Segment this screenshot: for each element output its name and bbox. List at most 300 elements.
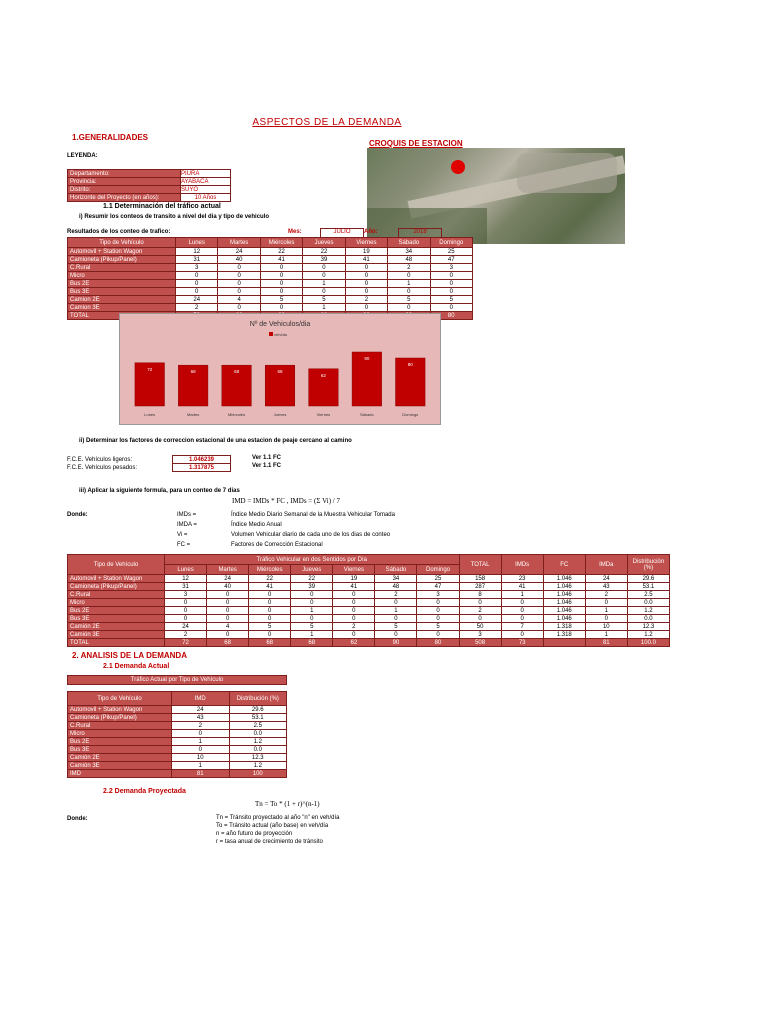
- count-cell: 24: [176, 296, 218, 304]
- value-cell: 1: [291, 607, 333, 615]
- count-cell: 3: [176, 264, 218, 272]
- value-cell: 1: [172, 738, 230, 746]
- table-row: [68, 256, 473, 264]
- t2-day-header: Viernes: [333, 565, 375, 575]
- count-cell: 0: [303, 272, 345, 280]
- value-cell: 1: [585, 607, 627, 615]
- vehicle-type-cell: Micro: [68, 599, 165, 607]
- value-cell: 0: [291, 615, 333, 623]
- value-cell: 0: [249, 599, 291, 607]
- total-cell: 81: [172, 770, 230, 778]
- count-cell: 0: [176, 272, 218, 280]
- count-cell: 2: [176, 304, 218, 312]
- value-cell: 43: [172, 714, 230, 722]
- value-cell: 0: [249, 607, 291, 615]
- table-row: [68, 248, 473, 256]
- value-cell: 0: [165, 599, 207, 607]
- table-row: [68, 706, 287, 714]
- count-cell: 0: [345, 264, 387, 272]
- vehicle-type-cell: Camión 2E: [68, 623, 165, 631]
- chart-svg: [120, 314, 440, 424]
- vehicle-type-cell: Camión 2E: [68, 754, 172, 762]
- ano-value: 2018: [398, 228, 442, 238]
- resultados-label: Resultados de los conteo de trafico:: [67, 229, 171, 235]
- table-row: [68, 730, 287, 738]
- info-row: Distrito: SUYO: [68, 186, 231, 194]
- category-tick-label: Jueves: [273, 412, 287, 417]
- table-row: [68, 738, 287, 746]
- count-cell: 0: [176, 280, 218, 288]
- count-cell: 22: [303, 248, 345, 256]
- definition-row: r = tasa anual de crecimiento de tránsito: [216, 839, 323, 845]
- table-row: [68, 722, 287, 730]
- table-row: [68, 623, 670, 631]
- value-cell: 1.2: [229, 762, 287, 770]
- count-cell: 0: [260, 264, 302, 272]
- count-cell: 0: [430, 304, 472, 312]
- value-cell: 0: [501, 607, 543, 615]
- count-cell: 12: [176, 248, 218, 256]
- vehicle-type-cell: Camion 2E: [68, 296, 176, 304]
- value-cell: 0: [501, 615, 543, 623]
- total-cell: 72: [165, 639, 207, 647]
- value-cell: 5: [291, 623, 333, 631]
- value-cell: 0: [501, 599, 543, 607]
- total-cell: TOTAL: [68, 639, 165, 647]
- vehicle-type-cell: Camioneta (Pikup/Panel): [68, 714, 172, 722]
- count-cell: 0: [260, 272, 302, 280]
- vehicle-type-cell: Bus 3E: [68, 746, 172, 754]
- t1-header-cell: Domingo: [430, 238, 472, 248]
- value-cell: 1.2: [627, 607, 669, 615]
- value-cell: 2: [375, 591, 417, 599]
- croquis-title: CROQUIS DE ESTACION: [369, 139, 463, 148]
- value-cell: 0: [501, 631, 543, 639]
- count-cell: 39: [303, 256, 345, 264]
- step-iii-text: iii) Aplicar la siguiente formula, para un conteo de 7 dias: [79, 488, 240, 494]
- value-cell: 0: [375, 615, 417, 623]
- value-cell: 287: [459, 583, 501, 591]
- value-cell: 29.6: [627, 575, 669, 583]
- count-cell: 31: [176, 256, 218, 264]
- value-cell: 0: [291, 599, 333, 607]
- table-row: [68, 746, 287, 754]
- value-cell: 1.046: [543, 583, 585, 591]
- legend-label: veh/dia: [274, 332, 287, 337]
- count-cell: 1: [303, 304, 345, 312]
- formula-imd: IMD = IMDs * FC , IMDs = (Σ Vi) / 7: [232, 497, 340, 505]
- count-cell: 19: [345, 248, 387, 256]
- vehicle-type-cell: Bus 2E: [68, 738, 172, 746]
- count-cell: 48: [388, 256, 430, 264]
- definition-row: IMDA = Índice Medio Anual: [177, 522, 282, 528]
- count-cell: 1: [303, 280, 345, 288]
- value-cell: 53.1: [627, 583, 669, 591]
- table-row: [68, 591, 670, 599]
- section-demanda-proyectada-title: 2.2 Demanda Proyectada: [103, 788, 186, 795]
- value-cell: 50: [459, 623, 501, 631]
- count-cell: 1: [388, 280, 430, 288]
- table-row: [68, 583, 670, 591]
- value-cell: 2: [459, 607, 501, 615]
- value-cell: 10: [585, 623, 627, 631]
- count-cell: 5: [303, 296, 345, 304]
- total-cell: 80: [430, 312, 472, 320]
- count-cell: 0: [260, 304, 302, 312]
- t3-header-cell: IMD: [172, 692, 230, 706]
- count-cell: 0: [218, 304, 260, 312]
- total-cell: 81: [585, 639, 627, 647]
- value-cell: 0: [459, 599, 501, 607]
- count-cell: 0: [345, 280, 387, 288]
- count-cell: 0: [260, 280, 302, 288]
- value-cell: 0: [249, 591, 291, 599]
- vehicle-type-cell: Bus 2E: [68, 280, 176, 288]
- value-cell: 0: [333, 599, 375, 607]
- total-cell: TOTAL: [68, 312, 176, 320]
- value-cell: 0: [585, 615, 627, 623]
- table-row: [68, 264, 473, 272]
- value-cell: 43: [585, 583, 627, 591]
- value-cell: 0: [333, 591, 375, 599]
- page-title: ASPECTOS DE LA DEMANDA: [252, 117, 402, 128]
- value-cell: 0: [207, 607, 249, 615]
- category-tick-label: Sábado: [359, 412, 374, 417]
- vehicle-type-cell: C.Rural: [68, 591, 165, 599]
- value-cell: 1.046: [543, 591, 585, 599]
- vehicle-type-cell: C.Rural: [68, 264, 176, 272]
- count-cell: 24: [218, 248, 260, 256]
- definition-row: n = año futuro de proyección: [216, 831, 293, 837]
- value-cell: 1.2: [229, 738, 287, 746]
- value-cell: 1.046: [543, 599, 585, 607]
- count-cell: 34: [388, 248, 430, 256]
- vehicle-type-cell: Automovil + Station Wagon: [68, 706, 172, 714]
- value-cell: 0: [207, 599, 249, 607]
- value-cell: 0: [585, 599, 627, 607]
- table-row: [68, 714, 287, 722]
- vehicle-type-cell: Camioneta (Pikup/Panel): [68, 583, 165, 591]
- section-demanda-actual-title: 2.1 Demanda Actual: [103, 663, 170, 670]
- total-cell: [543, 639, 585, 647]
- value-cell: 48: [375, 583, 417, 591]
- vehicle-type-cell: Bus 2E: [68, 607, 165, 615]
- fce-pesados-note: Ver 1.1 FC: [252, 463, 282, 469]
- ano-label: Año:: [364, 229, 378, 235]
- value-cell: 0: [249, 615, 291, 623]
- bar-value-label: 62: [320, 372, 326, 378]
- value-cell: 2: [333, 623, 375, 631]
- formula-definitions: [177, 510, 395, 550]
- t2-day-header: Martes: [207, 565, 249, 575]
- table-row: [68, 615, 670, 623]
- t2-day-header: Lunes: [165, 565, 207, 575]
- total-row: [68, 770, 287, 778]
- fce-table: [67, 455, 231, 472]
- value-cell: 1.2: [627, 631, 669, 639]
- vehicle-type-cell: Camion 3E: [68, 304, 176, 312]
- value-cell: 0: [172, 730, 230, 738]
- vehicle-type-cell: Automovil + Station Wagon: [68, 575, 165, 583]
- bar-value-label: 90: [364, 356, 370, 361]
- mes-label: Mes:: [288, 229, 302, 235]
- value-cell: 40: [207, 583, 249, 591]
- count-cell: 22: [260, 248, 302, 256]
- bar-value-label: 72: [147, 366, 153, 372]
- value-cell: 12.3: [627, 623, 669, 631]
- t3-header-cell: Tipo de Vehículo: [68, 692, 172, 706]
- t1-header-cell: Sábado: [388, 238, 430, 248]
- t1-header-cell: Viernes: [345, 238, 387, 248]
- t2-header-distribucion: Distribución (%): [627, 555, 669, 575]
- value-cell: 47: [417, 583, 459, 591]
- count-cell: 25: [430, 248, 472, 256]
- table-row: [68, 631, 670, 639]
- t1-header-cell: Jueves: [303, 238, 345, 248]
- count-cell: 47: [430, 256, 472, 264]
- t1-header-cell: Tipo de Vehículo: [68, 238, 176, 248]
- count-cell: 4: [218, 296, 260, 304]
- value-cell: 23: [501, 575, 543, 583]
- step-ii-text: ii) Determinar los factores de correccion estacional de una estacion de peaje cercano al camino: [79, 438, 352, 444]
- value-cell: 0: [375, 599, 417, 607]
- value-cell: 1: [375, 607, 417, 615]
- total-cell: 62: [333, 639, 375, 647]
- value-cell: 1.046: [543, 575, 585, 583]
- definition-row: Tn = Tránsito proyectado al año "n" en veh/día: [216, 815, 340, 821]
- value-cell: 12.3: [229, 754, 287, 762]
- value-cell: 0: [375, 631, 417, 639]
- t2-day-header: Miércoles: [249, 565, 291, 575]
- value-cell: 2: [172, 722, 230, 730]
- bar-value-label: 80: [407, 362, 413, 367]
- value-cell: 2.5: [627, 591, 669, 599]
- value-cell: 19: [333, 575, 375, 583]
- count-cell: 0: [388, 288, 430, 296]
- bar-value-label: 68: [234, 369, 240, 375]
- value-cell: 0: [333, 631, 375, 639]
- value-cell: 0.0: [627, 615, 669, 623]
- value-cell: 0: [207, 591, 249, 599]
- t1-header-cell: Miércoles: [260, 238, 302, 248]
- total-cell: 68: [207, 639, 249, 647]
- vehicle-type-cell: Automovil + Station Wagon: [68, 248, 176, 256]
- definition-row: IMDs = Índice Medio Diario Semanal de la Muestra Vehicular Tomada: [177, 512, 395, 518]
- total-cell: 90: [375, 639, 417, 647]
- t1-header-cell: Martes: [218, 238, 260, 248]
- value-cell: 0: [417, 599, 459, 607]
- conteo-table: [67, 237, 473, 320]
- count-cell: 5: [388, 296, 430, 304]
- value-cell: 25: [417, 575, 459, 583]
- value-cell: 0: [249, 631, 291, 639]
- vehicle-type-cell: C.Rural: [68, 722, 172, 730]
- value-cell: 24: [172, 706, 230, 714]
- value-cell: 3: [459, 631, 501, 639]
- value-cell: 1: [585, 631, 627, 639]
- value-cell: 5: [375, 623, 417, 631]
- demanda-actual-table: [67, 675, 287, 778]
- value-cell: 1: [501, 591, 543, 599]
- t1-header-cell: Lunes: [176, 238, 218, 248]
- value-cell: 0: [417, 631, 459, 639]
- count-cell: 0: [388, 272, 430, 280]
- value-cell: 158: [459, 575, 501, 583]
- table-row: [68, 754, 287, 762]
- total-cell: 73: [501, 639, 543, 647]
- category-tick-label: Miércoles: [228, 412, 246, 417]
- t2-day-header: Jueves: [291, 565, 333, 575]
- donde-label: Donde:: [67, 512, 88, 518]
- projection-definitions: [216, 814, 340, 846]
- section-generalidades-title: 1.GENERALIDADES: [72, 133, 149, 142]
- t2-header-tipo: Tipo de Vehículo: [68, 555, 165, 575]
- table-row: [68, 599, 670, 607]
- value-cell: 41: [501, 583, 543, 591]
- value-cell: 3: [417, 591, 459, 599]
- fce-ligeros-note: Ver 1.1 FC: [252, 455, 282, 461]
- count-cell: 5: [430, 296, 472, 304]
- count-cell: 2: [345, 296, 387, 304]
- count-cell: 0: [430, 272, 472, 280]
- vehicle-type-cell: Micro: [68, 272, 176, 280]
- step-i-text: i) Resumir los conteos de transito a nivel del dia y tipo de vehiculo: [79, 214, 270, 220]
- t2-header-fc: FC: [543, 555, 585, 575]
- value-cell: 0.0: [229, 730, 287, 738]
- count-cell: 0: [218, 272, 260, 280]
- vehicle-type-cell: Bus 3E: [68, 288, 176, 296]
- value-cell: 0: [333, 607, 375, 615]
- table-row: [68, 272, 473, 280]
- value-cell: 24: [207, 575, 249, 583]
- value-cell: 34: [375, 575, 417, 583]
- value-cell: 8: [459, 591, 501, 599]
- t2-group-header: Tráfico Vehicular en dos Sentidos por Día: [165, 555, 460, 565]
- info-row: Departamento: PIURA: [68, 170, 231, 178]
- vehicle-type-cell: Bus 3E: [68, 615, 165, 623]
- value-cell: 0.0: [627, 599, 669, 607]
- count-cell: 2: [388, 264, 430, 272]
- value-cell: 5: [249, 623, 291, 631]
- t3-caption: Tráfico Actual por Tipo de Vehículo: [67, 675, 287, 685]
- value-cell: 12: [165, 575, 207, 583]
- count-cell: 0: [218, 264, 260, 272]
- category-tick-label: Viernes: [316, 412, 331, 417]
- table-row: [68, 280, 473, 288]
- value-cell: 41: [249, 583, 291, 591]
- value-cell: 24: [585, 575, 627, 583]
- value-cell: 10: [172, 754, 230, 762]
- count-cell: 0: [303, 288, 345, 296]
- fce-row: F.C.E. Vehículos pesados: 1.317875: [67, 464, 231, 472]
- value-cell: 3: [165, 591, 207, 599]
- count-cell: 0: [176, 288, 218, 296]
- count-cell: 0: [218, 280, 260, 288]
- value-cell: 31: [165, 583, 207, 591]
- value-cell: 1: [291, 631, 333, 639]
- count-cell: 0: [218, 288, 260, 296]
- count-cell: 0: [260, 288, 302, 296]
- value-cell: 1.318: [543, 631, 585, 639]
- table-row: [68, 296, 473, 304]
- station-marker-icon: [451, 160, 465, 174]
- legend-swatch: [269, 332, 273, 336]
- formula-proyeccion: Tn = To * (1 + r)^(n-1): [255, 800, 320, 808]
- value-cell: 0: [165, 615, 207, 623]
- value-cell: 2.5: [229, 722, 287, 730]
- vehicle-type-cell: Camión 3E: [68, 762, 172, 770]
- count-cell: 40: [218, 256, 260, 264]
- value-cell: 0: [207, 615, 249, 623]
- category-tick-label: Domingo: [402, 412, 419, 417]
- definition-row: Vi = Volumen Vehicular diario de cada uno de los dias de conteo: [177, 532, 391, 538]
- table-row: [68, 607, 670, 615]
- total-cell: 68: [291, 639, 333, 647]
- table-row: [68, 762, 287, 770]
- definition-row: FC = Factores de Corrección Estacional: [177, 542, 323, 548]
- info-row: Horizonte del Proyecto (en años): 10 Años: [68, 194, 231, 202]
- definition-row: To = Tránsito actual (año base) en veh/día: [216, 823, 329, 829]
- count-cell: 0: [430, 280, 472, 288]
- table-row: [68, 575, 670, 583]
- donde2-label: Donde:: [67, 816, 88, 822]
- section-analisis-title: 2. ANALISIS DE LA DEMANDA: [72, 651, 187, 660]
- value-cell: 7: [501, 623, 543, 631]
- value-cell: 2: [585, 591, 627, 599]
- vehiculos-chart: [119, 313, 441, 425]
- value-cell: 1.046: [543, 607, 585, 615]
- category-tick-label: Martes: [187, 412, 200, 417]
- mes-value: JULIO: [320, 228, 364, 238]
- t2-header-imds: IMDs: [501, 555, 543, 575]
- info-table: [67, 169, 231, 202]
- count-cell: 0: [345, 272, 387, 280]
- vehicle-type-cell: Camión 3E: [68, 631, 165, 639]
- leyenda-label: LEYENDA:: [67, 153, 98, 159]
- value-cell: 0.0: [229, 746, 287, 754]
- t2-day-header: Domingo: [417, 565, 459, 575]
- value-cell: 4: [207, 623, 249, 631]
- info-row: Provincia: AYABACA: [68, 178, 231, 186]
- value-cell: 41: [333, 583, 375, 591]
- section-trafico-actual-title: 1.1 Determinación del tráfico actual: [103, 203, 221, 210]
- count-cell: 3: [430, 264, 472, 272]
- value-cell: 29.6: [229, 706, 287, 714]
- bar-value-label: 68: [277, 369, 283, 375]
- total-cell: 100.0: [627, 639, 669, 647]
- count-cell: 41: [345, 256, 387, 264]
- count-cell: 41: [260, 256, 302, 264]
- value-cell: 1.318: [543, 623, 585, 631]
- value-cell: 0: [417, 607, 459, 615]
- imd-table: [67, 554, 670, 647]
- value-cell: 5: [417, 623, 459, 631]
- category-tick-label: Lunes: [144, 412, 156, 417]
- total-cell: 68: [249, 639, 291, 647]
- value-cell: 0: [207, 631, 249, 639]
- value-cell: 0: [459, 615, 501, 623]
- t3-header-cell: Distribución (%): [229, 692, 287, 706]
- value-cell: 24: [165, 623, 207, 631]
- count-cell: 0: [345, 304, 387, 312]
- total-cell: 80: [417, 639, 459, 647]
- chart-title: Nº de Vehiculos/dia: [249, 321, 311, 328]
- vehicle-type-cell: Camioneta (Pikup/Panel): [68, 256, 176, 264]
- value-cell: 1.046: [543, 615, 585, 623]
- count-cell: 0: [430, 288, 472, 296]
- value-cell: 1: [172, 762, 230, 770]
- count-cell: 0: [303, 264, 345, 272]
